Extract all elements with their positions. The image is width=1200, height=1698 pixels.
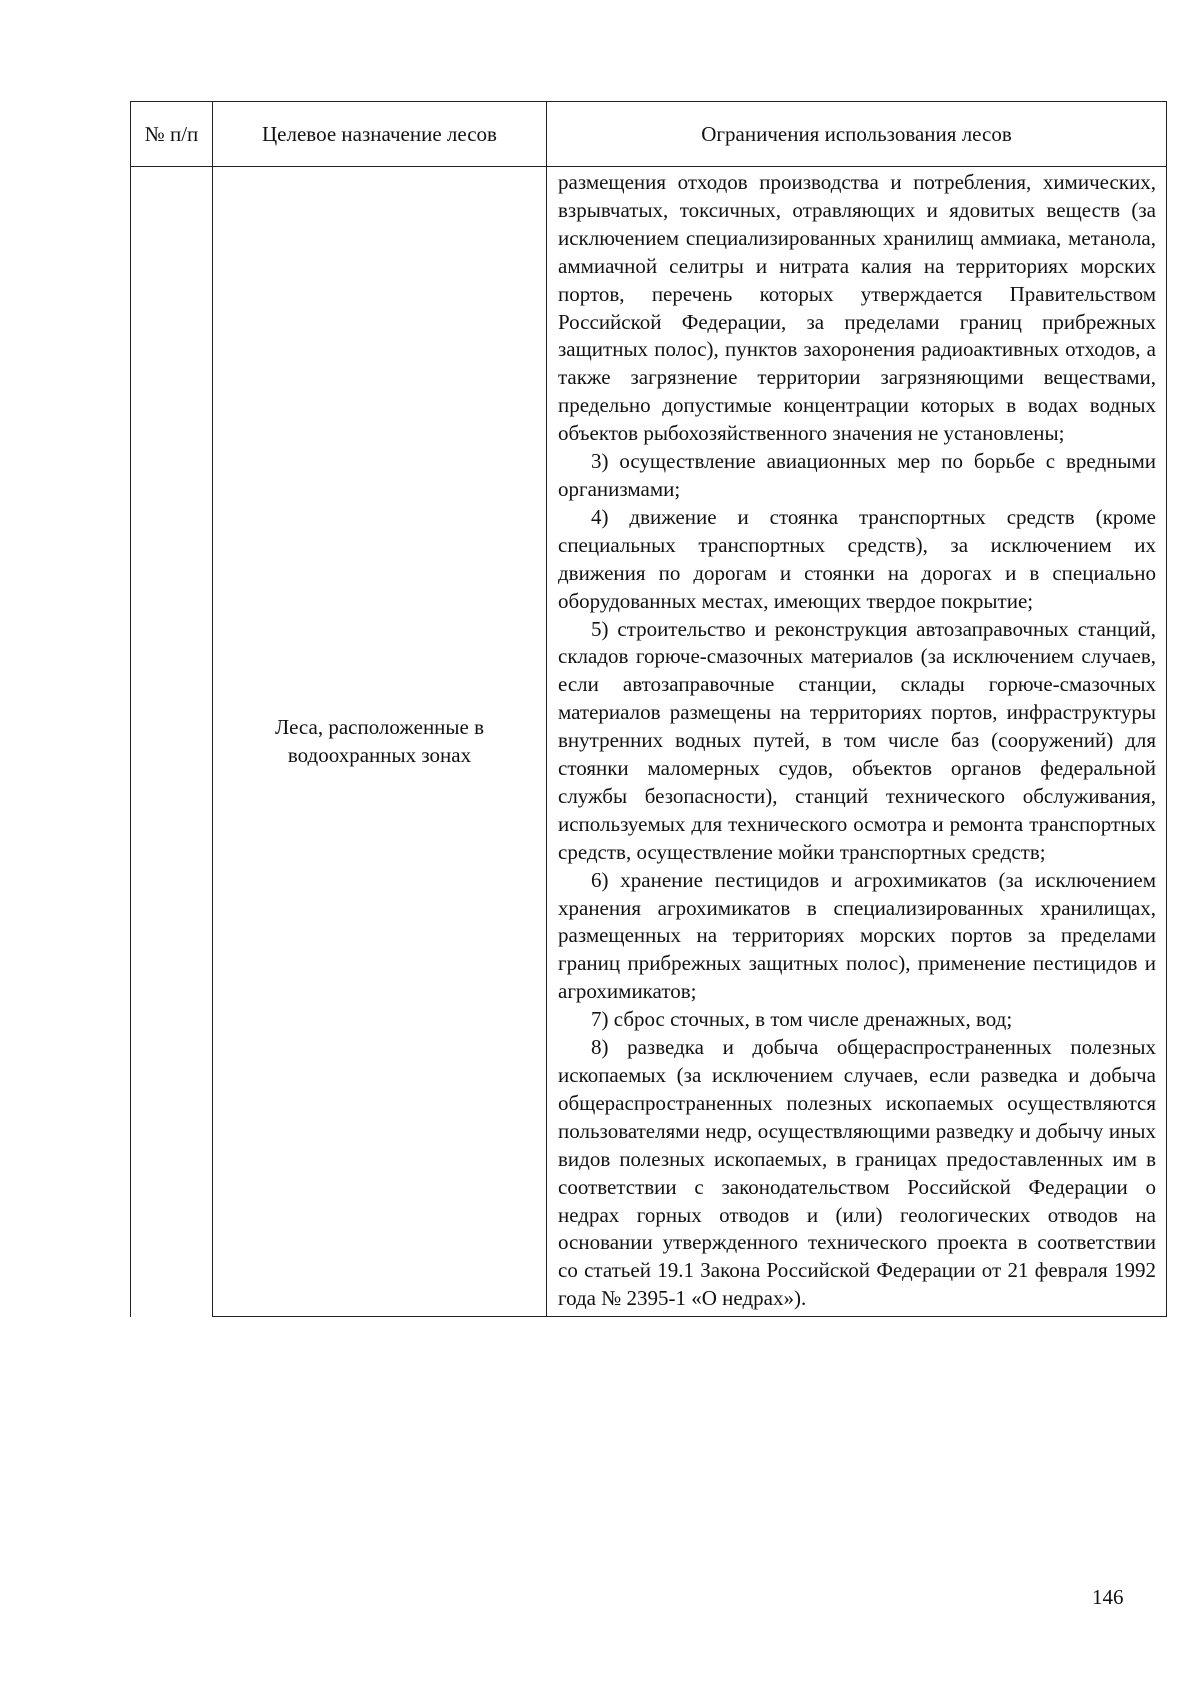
row-num-cell bbox=[131, 167, 213, 1317]
row-purpose-cell bbox=[213, 167, 547, 1317]
limits-item-4: 4) движение и стоянка транспортных средств (кроме специальных транспортных средств), за исключением их движения по дорогам и стоянки на дорогах и в специально оборудованных местах, имеющих твердое покрытие; bbox=[558, 504, 1156, 613]
limits-item-3: 3) осуществление авиационных мер по борьбе с вредными организмами; bbox=[558, 449, 1156, 501]
limits-item-7: 7) сброс сточных, в том числе дренажных, вод; bbox=[591, 1007, 1013, 1032]
restrictions-table-container bbox=[130, 101, 1166, 1317]
table-row bbox=[131, 167, 1167, 1317]
header-limits bbox=[547, 102, 1167, 167]
header-limits-label: Ограничения использования лесов bbox=[701, 121, 1012, 146]
header-num-label: № п/п bbox=[144, 121, 199, 146]
header-num bbox=[131, 102, 213, 167]
limits-item-5: 5) строительство и реконструкция автозаправочных станций, складов горюче-смазочных материалов (за исключением случаев, если автозаправочные станции, склады горюче-смазочных материалов размещены на территориях портов, инфраструктуры внутренних водных путей, в том числе баз (сооружений) для стоянки маломерных судов, объектов органов федеральной службы безопасности), станций технического обслуживания, используемых для технического осмотра и ремонта транспортных средств, осуществление мойки транспортных средств; bbox=[558, 616, 1156, 864]
header-purpose bbox=[213, 102, 547, 167]
header-purpose-label: Целевое назначение лесов bbox=[262, 121, 497, 146]
row-limits-cell bbox=[547, 167, 1167, 1317]
restrictions-table bbox=[130, 101, 1167, 1317]
table-header-row bbox=[131, 102, 1167, 167]
row-purpose: Леса, расположенные в водоохранных зонах bbox=[274, 714, 485, 767]
limits-intro: размещения отходов производства и потребления, химических, взрывчатых, токсичных, отравляющих и ядовитых веществ (за исключением специализированных хранилищ аммиака, метанола, аммиачной селитры и нитрата калия на территориях морских портов, перечень которых утверждается Правительством Российской Федерации, за пределами границ прибрежных защитных полос), пунктов захоронения радиоактивных отходов, а также загрязнение территории загрязняющими веществами, предельно допустимые концентрации которых в водах водных объектов рыбохозяйственного значения не установлены; bbox=[558, 170, 1156, 446]
limits-item-6: 6) хранение пестицидов и агрохимикатов (за исключением хранения агрохимикатов в специализированных хранилищах, размещенных на территориях морских портов за пределами границ прибрежных защитных полос), применение пестицидов и агрохимикатов; bbox=[558, 867, 1156, 1004]
limits-item-8: 8) разведка и добыча общераспространенных полезных ископаемых (за исключением случаев, если разведка и добыча общераспространенных полезных ископаемых осуществляются пользователями недр, осуществляющими разведку и добычу иных видов полезных ископаемых, в границах предоставленных им в соответствии с законодательством Российской Федерации о недрах горных отводов и (или) геологических отводов на основании утвержденного технического проекта в соответствии со статьей 19.1 Закона Российской Федерации от 21 февраля 1992 года № 2395-1 «О недрах»). bbox=[558, 1035, 1156, 1311]
page-number: 146 bbox=[1092, 1585, 1124, 1609]
